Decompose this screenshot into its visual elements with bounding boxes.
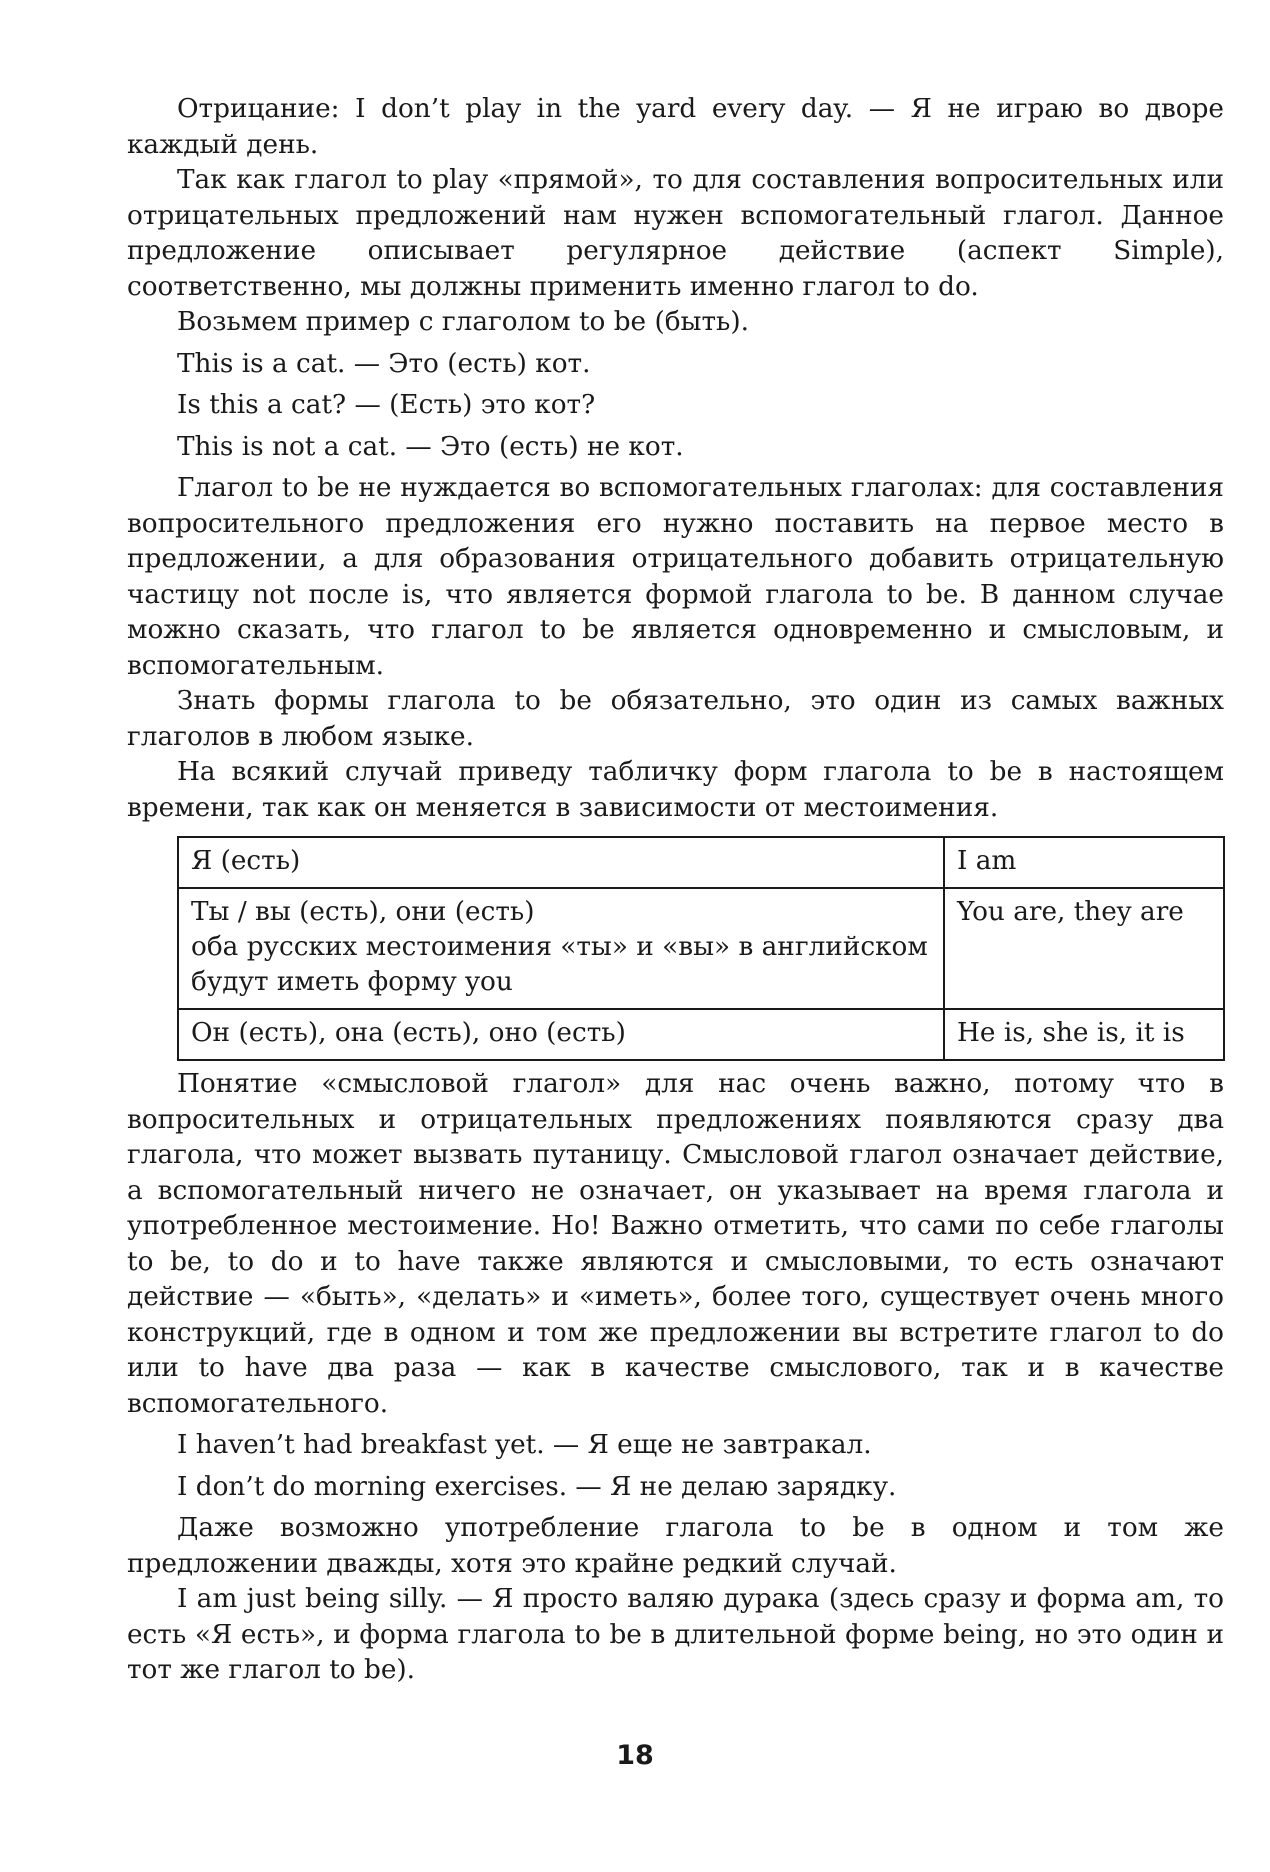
table-row: [178, 1009, 1224, 1060]
russian-form: Ты / вы (есть), они (есть): [191, 897, 535, 927]
table-row: [178, 888, 1224, 1009]
russian-form-cell: [178, 888, 944, 1009]
example-sentence: Is this a cat? — (Есть) это кот?: [177, 390, 596, 420]
paragraph: Возьмем пример с глаголом to be (быть).: [177, 307, 749, 337]
bottom-paragraphs: [127, 1067, 1224, 1689]
paragraph: Даже возможно употребление глагола to be в одном и том же предложении дважды, хотя это крайне редкий случай.: [127, 1513, 1224, 1579]
top-paragraphs: [127, 92, 1224, 826]
to-be-forms-table: [177, 836, 1225, 1061]
example-sentence: This is not a cat. — Это (есть) не кот.: [177, 431, 684, 462]
english-form-cell: I am: [944, 837, 1224, 888]
paragraph: Понятие «смысловой глагол» для нас очень важно, потому что в вопросительных и отрицательных предложениях появляются сразу два глагола, что может вызвать путаницу. Смысловой глагол означает действие, а вспомогательный ничего не означает, он указывает на время глагола и употребленное местоимение. Но! Важно отметить, что сами по себе глаголы to be, to do и to have также являются и смысловыми, то есть означают действие — «быть», «делать» и «иметь», более того, существует очень много конструкций, где в одном и том же предложении вы встретите глагол to do или to have два раза — как в качестве смыслового, так и в качестве вспомогательного.: [127, 1069, 1224, 1419]
paragraph: Так как глагол to play «прямой», то для составления вопросительных или отрицательных предложений нам нужен вспомогательный глагол. Данное предложение описывает регулярное действие (аспект Simple), соответственно, мы должны применить именно глагол to do.: [127, 165, 1224, 302]
russian-form: Он (есть), она (есть), оно (есть): [191, 1018, 626, 1048]
example-sentence: I don’t do morning exercises. — Я не делаю зарядку.: [177, 1471, 897, 1502]
paragraph: На всякий случай приведу табличку форм глагола to be в настоящем времени, так как он меняется в зависимости от местоимения.: [127, 757, 1224, 823]
paragraph: Знать формы глагола to be обязательно, это один из самых важных глаголов в любом языке.: [127, 686, 1224, 752]
english-form-cell: He is, she is, it is: [944, 1009, 1224, 1060]
english-form-cell: You are, they are: [944, 888, 1224, 1009]
page-body: [127, 92, 1224, 1689]
russian-form: Я (есть): [191, 846, 301, 876]
paragraph: Отрицание: I don’t play in the yard every day. — Я не играю во дворе каждый день.: [127, 94, 1224, 160]
paragraph: I am just being silly. — Я просто валяю дурака (здесь сразу и форма am, то есть «Я есть», и форма глагола to be в длительной форме being, но это один и тот же глагол to be).: [127, 1584, 1224, 1685]
paragraph: Глагол to be не нуждается во вспомогательных глаголах: для составления вопросительного предложения его нужно поставить на первое место в предложении, а для образования отрицательного добавить отрицательную частицу not после is, что является формой глагола to be. В данном случае можно сказать, что глагол to be является одновременно и смысловым, и вспомогательным.: [127, 473, 1224, 681]
example-sentence: I haven’t had breakfast yet. — Я еще не завтракал.: [177, 1430, 872, 1460]
russian-form-cell: [178, 837, 944, 888]
russian-form-cell: [178, 1009, 944, 1060]
russian-form-note: оба русских местоимения «ты» и «вы» в английском будут иметь форму you: [191, 932, 928, 997]
table-row: [178, 837, 1224, 888]
example-sentence: This is a cat. — Это (есть) кот.: [177, 348, 591, 379]
page-number: 18: [616, 1740, 654, 1771]
